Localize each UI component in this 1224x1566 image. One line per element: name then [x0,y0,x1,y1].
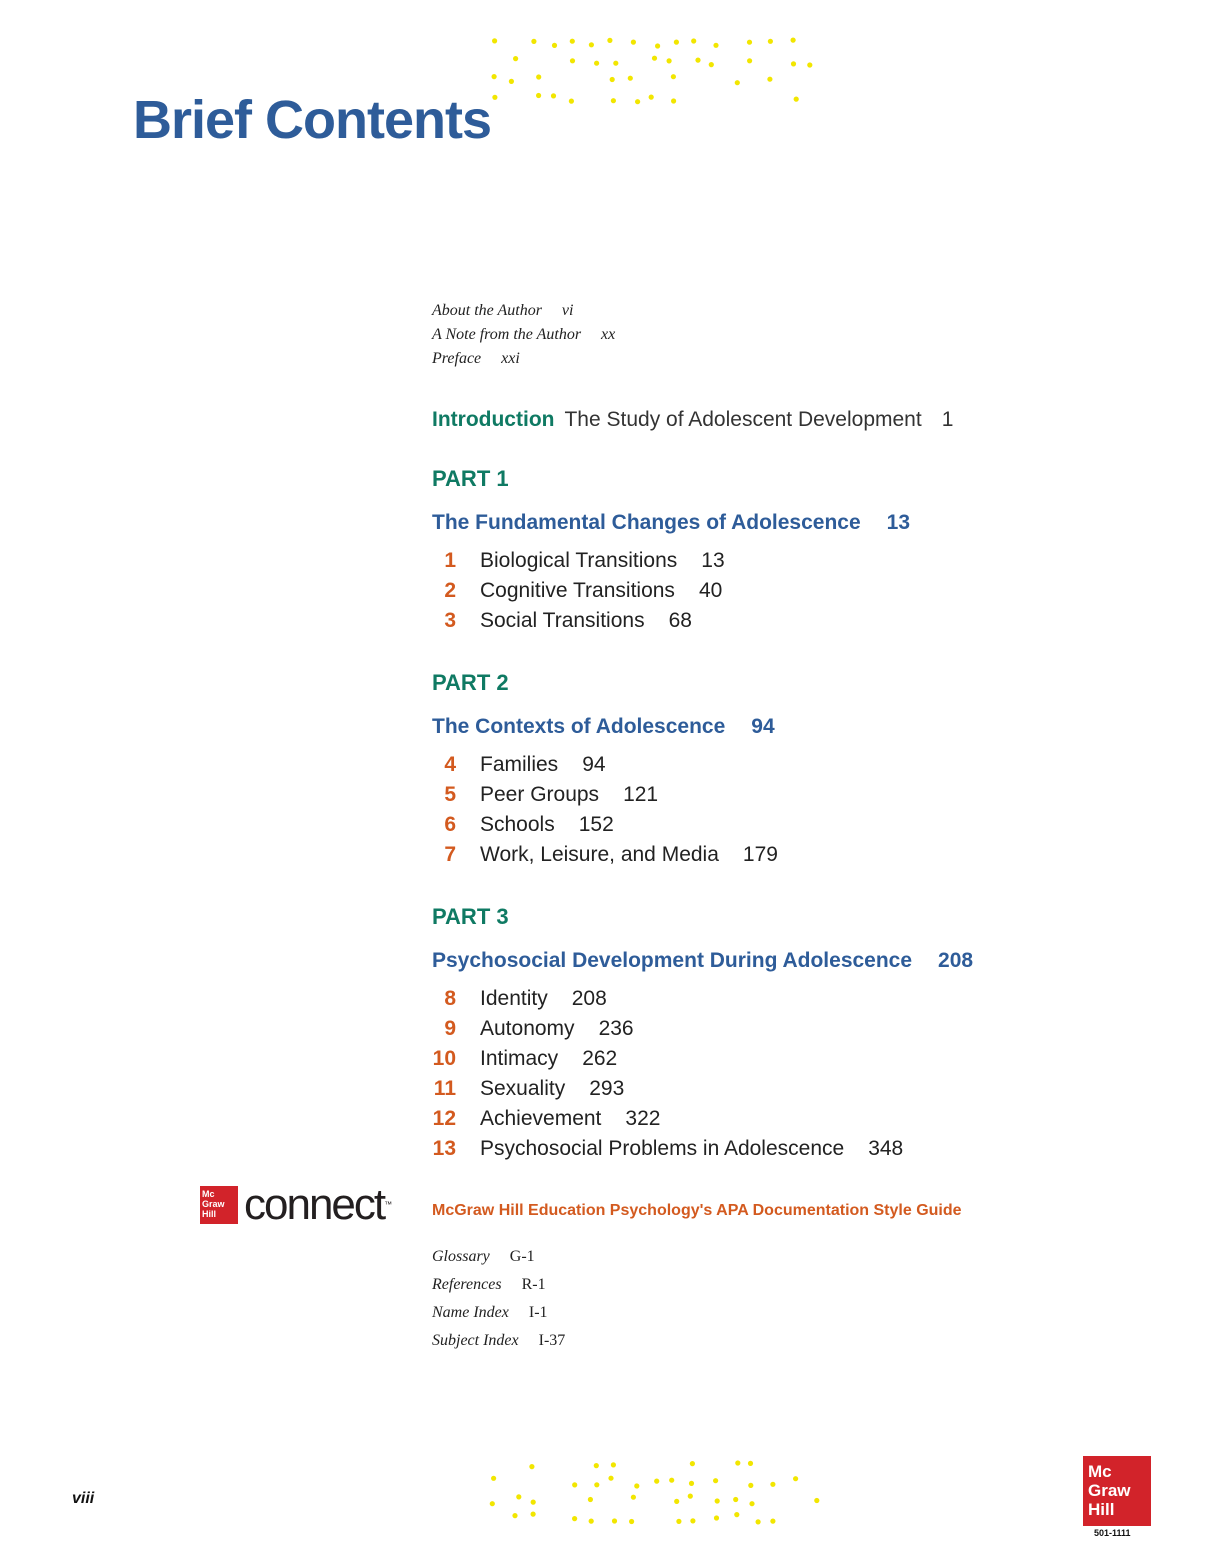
decorative-dot [513,56,518,61]
part-title-text: The Contexts of Adolescence [432,715,726,738]
logo-line: Hill [202,1209,217,1219]
chapter-page: 40 [698,579,723,602]
decorative-dot [512,1513,517,1518]
decorative-dot [709,62,714,67]
part-1-title[interactable] [432,509,910,537]
trademark: ™ [384,1200,393,1209]
chapter-entry[interactable] [432,780,972,810]
apa-guide-link[interactable]: McGraw Hill Education Psychology's APA Documentation Style Guide [432,1202,962,1219]
decorative-dot [492,95,497,100]
part-page: 208 [938,949,974,972]
chapter-number: 2 [444,579,456,602]
back-matter-item[interactable] [432,1332,565,1350]
chapter-entry[interactable] [432,1074,972,1104]
decorative-dot [713,43,718,48]
entry-page: G-1 [509,1248,535,1265]
decorative-dot [611,98,616,103]
chapter-number: 9 [444,1017,456,1040]
part-1-label: PART 1 [432,466,509,491]
decorative-dot [572,1482,577,1487]
decorative-dot [807,62,812,67]
decorative-dot [628,76,633,81]
decorative-dot [531,1512,536,1517]
decorative-dot [588,1497,593,1502]
decorative-dot [791,38,796,43]
introduction-label: Introduction [432,408,555,431]
decorative-dot [735,80,740,85]
chapter-page: 152 [578,813,614,836]
back-matter-item[interactable] [432,1248,535,1266]
connect-wordmark [244,1180,392,1230]
decorative-dot [594,1482,599,1487]
decorative-dot [612,1518,617,1523]
decorative-dot [791,61,796,66]
entry-title: Name Index [432,1304,509,1321]
chapter-title: Social Transitions [480,609,645,632]
introduction-page: 1 [941,408,954,431]
back-matter-item[interactable] [432,1276,546,1294]
chapter-number: 8 [444,987,456,1010]
entry-title: References [432,1276,502,1293]
logo-line: Graw [202,1199,225,1209]
chapter-entry[interactable] [432,1134,972,1164]
decorative-dot [589,42,594,47]
decorative-dot [551,93,556,98]
decorative-dot [688,1494,693,1499]
front-matter-item[interactable] [432,302,573,320]
decorative-dot [570,58,575,63]
decorative-dot [531,1500,536,1505]
chapter-entry[interactable] [432,1014,972,1044]
decorative-dot [492,74,497,79]
decorative-dot [569,99,574,104]
chapter-number: 6 [444,813,456,836]
decorative-dot [689,1481,694,1486]
decorative-dot [691,38,696,43]
back-matter-item[interactable] [432,1304,548,1322]
decorative-dot [536,74,541,79]
decorative-dot [491,1476,496,1481]
decorative-dot [671,98,676,103]
chapter-page: 68 [668,609,692,632]
entry-page: R-1 [521,1276,546,1293]
chapter-number: 5 [444,783,456,806]
decorative-dot [667,58,672,63]
chapter-number: 4 [444,753,456,776]
decorative-dot [768,39,773,44]
chapter-page: 322 [625,1107,661,1130]
decorative-dot [654,1479,659,1484]
chapter-entry[interactable] [432,750,972,780]
chapter-number: 3 [444,609,456,632]
decorative-dot [734,1512,739,1517]
front-matter-item[interactable] [432,326,615,344]
entry-title: Glossary [432,1248,490,1265]
decorative-dot [715,1498,720,1503]
decorative-dot [770,1482,775,1487]
part-page: 13 [886,511,910,534]
decorative-dot [690,1518,695,1523]
decorative-dot [669,1478,674,1483]
chapter-title: Sexuality [480,1077,566,1100]
chapter-page: 236 [598,1017,634,1040]
decorative-dot [572,1516,577,1521]
entry-page: I-37 [538,1332,566,1349]
part-title-text: The Fundamental Changes of Adolescence [432,511,861,534]
part-3-label: PART 3 [432,904,509,929]
decorative-dot [652,56,657,61]
chapter-number: 13 [432,1137,456,1160]
entry-page: vi [561,302,574,319]
entry-page: xxi [501,350,520,367]
decorative-dot [671,74,676,79]
decorative-dot [529,1464,534,1469]
logo-line: Hill [1088,1500,1115,1519]
decorative-dot [749,1501,754,1506]
part-title-text: Psychosocial Development During Adolescence [432,949,913,972]
decorative-dot [536,93,541,98]
chapter-title: Autonomy [480,1017,575,1040]
chapter-title: Work, Leisure, and Media [480,843,719,866]
decorative-dot [509,79,514,84]
decorative-dot [747,58,752,63]
connect-word: connect [244,1180,385,1229]
chapter-page: 13 [701,549,725,572]
decorative-dot [607,38,612,43]
decorative-dot [793,1476,798,1481]
entry-title: About the Author [432,302,542,319]
chapter-number: 7 [444,843,456,866]
decorative-dot [492,38,497,43]
decorative-dot [735,1460,740,1465]
part-3-title[interactable] [432,947,973,975]
part-page: 94 [751,715,775,738]
chapter-title: Peer Groups [480,783,600,806]
logo-line: Graw [1088,1481,1131,1500]
decorative-dot [674,1499,679,1504]
decorative-dot [552,43,557,48]
entry-title: Preface [432,350,482,367]
product-code: 501-1111 [1094,1528,1131,1538]
chapter-number: 10 [432,1047,456,1070]
decorative-dot [629,1519,634,1524]
chapter-page: 94 [582,753,606,776]
chapter-entry[interactable] [432,840,972,870]
chapter-entry[interactable] [432,984,972,1014]
dot-pattern-bottom [486,1456,836,1531]
chapter-entry[interactable] [432,810,972,840]
decorative-dot [649,95,654,100]
chapter-page: 262 [582,1047,618,1070]
decorative-dot [611,1462,616,1467]
decorative-dot [594,1463,599,1468]
chapter-page: 121 [623,783,659,806]
chapter-number: 11 [433,1077,456,1100]
decorative-dot [695,58,700,63]
dot-pattern-top [486,36,836,111]
front-matter-item[interactable] [432,350,520,368]
chapter-title: Identity [480,987,548,1010]
chapter-page: 348 [868,1137,904,1160]
chapter-title: Achievement [480,1107,602,1130]
decorative-dot [635,99,640,104]
chapter-page: 208 [571,987,607,1010]
mcgraw-hill-small-logo [200,1186,238,1224]
part-2-title[interactable] [432,713,775,741]
decorative-dot [631,1495,636,1500]
entry-title: A Note from the Author [432,326,582,343]
chapter-entry[interactable] [432,606,972,636]
mcgraw-hill-logo [1083,1456,1151,1526]
decorative-dot [767,77,772,82]
decorative-dot [631,40,636,45]
decorative-dot [594,61,599,66]
decorative-dot [634,1483,639,1488]
chapter-title: Biological Transitions [480,549,678,572]
decorative-dot [713,1478,718,1483]
part-2-label: PART 2 [432,670,509,695]
logo-line: Mc [1088,1462,1112,1481]
entry-page: xx [601,326,616,343]
decorative-dot [589,1519,594,1524]
decorative-dot [814,1498,819,1503]
decorative-dot [570,39,575,44]
decorative-dot [748,1483,753,1488]
chapter-title: Cognitive Transitions [480,579,675,602]
decorative-dot [490,1501,495,1506]
decorative-dot [714,1515,719,1520]
entry-page: I-1 [528,1304,548,1321]
chapter-title: Schools [480,813,555,836]
chapter-number: 1 [444,549,456,572]
decorative-dot [733,1497,738,1502]
chapter-title: Families [480,753,559,776]
page-folio: viii [72,1490,95,1507]
decorative-dot [655,43,660,48]
decorative-dot [748,1461,753,1466]
connect-logo [200,1180,410,1229]
chapter-page: 179 [742,843,778,866]
decorative-dot [613,61,618,66]
decorative-dot [610,77,615,82]
chapter-entry[interactable] [432,546,972,576]
decorative-dot [770,1519,775,1524]
page-title: Brief Contents [133,90,492,150]
chapter-entry[interactable] [432,1044,972,1074]
decorative-dot [690,1461,695,1466]
decorative-dot [676,1519,681,1524]
entry-title: Subject Index [432,1332,519,1349]
chapter-title: Psychosocial Problems in Adolescence [480,1137,845,1160]
decorative-dot [794,97,799,102]
decorative-dot [516,1494,521,1499]
logo-line: Mc [202,1189,215,1199]
chapter-number: 12 [432,1107,456,1130]
chapter-page: 293 [589,1077,625,1100]
decorative-dot [531,39,536,44]
chapter-entry[interactable] [432,1104,972,1134]
decorative-dot [674,40,679,45]
chapter-entry[interactable] [432,576,972,606]
decorative-dot [608,1476,613,1481]
introduction-title: The Study of Adolescent Development [564,408,922,431]
decorative-dot [756,1519,761,1524]
chapter-title: Intimacy [480,1047,559,1070]
decorative-dot [747,40,752,45]
introduction-entry[interactable] [432,406,953,434]
